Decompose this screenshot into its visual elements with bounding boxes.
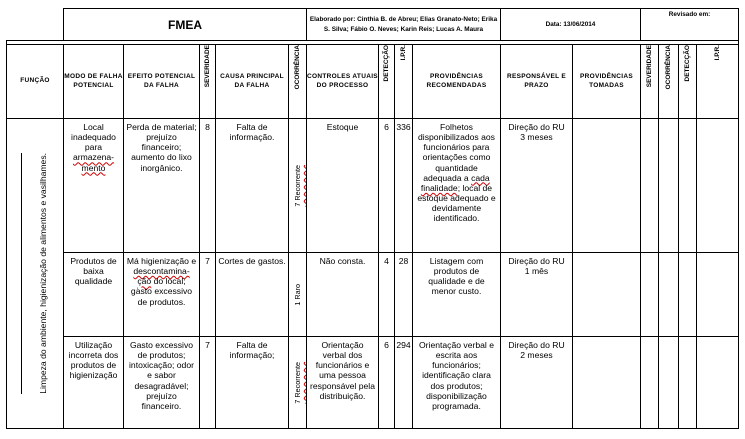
modo-cell: Produtos de baixa qualidade bbox=[64, 253, 124, 337]
document-date: Data: 13/06/2014 bbox=[501, 9, 641, 41]
title-row bbox=[7, 9, 739, 41]
header-rev-severidade: SEVERIDADE bbox=[646, 45, 653, 88]
causa-cell: Falta de informação. bbox=[216, 119, 289, 253]
ipr-cell: 28 bbox=[395, 253, 413, 337]
providencias-cell: Folhetos disponibilizados aos funcionários para orientações como quantidade adequada a cada finalidade; local de estoque adequado e devidamente identificado. bbox=[413, 119, 501, 253]
table-row bbox=[7, 253, 739, 337]
header-efeito: EFEITO POTENCIAL DA FALHA bbox=[124, 45, 200, 119]
header-causa: CAUSA PRINCIPAL DA FALHA bbox=[216, 45, 289, 119]
funcao-text: Limpeza do ambiente, higienização de alimentos e vasilhames. bbox=[37, 153, 48, 394]
efeito-cell: Gasto excessivo de produtos; intoxicação; odor e sabor desagradável; prejuízo financeiro. bbox=[124, 337, 200, 429]
modo-cell: Local inadequado para armazena- mento bbox=[64, 119, 124, 253]
prazo-cell: 1 mês bbox=[524, 266, 549, 276]
header-severidade: SEVERIDADE bbox=[204, 45, 211, 88]
controles-cell: Estoque bbox=[307, 119, 379, 253]
revisado-em: Revisado em: bbox=[641, 9, 739, 41]
header-controles: CONTROLES ATUAIS DO PROCESSO bbox=[307, 45, 379, 119]
deteccao-cell: 6 bbox=[379, 337, 395, 429]
providencias-cell: Listagem com produtos de qualidade e de menor custo. bbox=[413, 253, 501, 337]
header-ocorrencia: OCORRÊNCIA bbox=[294, 45, 301, 90]
ipr-cell: 294 bbox=[395, 337, 413, 429]
providencias-cell: Orientação verbal e escrita aos funcionários; identificação clara dos produtos; disponibilização programada. bbox=[413, 337, 501, 429]
deteccao-cell: 4 bbox=[379, 253, 395, 337]
header-ipr: I.P.R. bbox=[400, 45, 407, 61]
causa-cell: Cortes de gastos. bbox=[216, 253, 289, 337]
header-modo: MODO DE FALHA POTENCIAL bbox=[64, 45, 124, 119]
causa-cell: Falta de informação; bbox=[216, 337, 289, 429]
header-funcao: FUNÇÃO bbox=[7, 45, 64, 119]
prazo-cell: 2 meses bbox=[520, 350, 553, 360]
header-responsavel: RESPONSÁVEL E PRAZO bbox=[501, 45, 573, 119]
efeito-cell: Perda de material; prejuízo financeiro; aumento do lixo inorgânico. bbox=[124, 119, 200, 253]
fmea-table bbox=[6, 8, 739, 429]
header-rev-deteccao: DETECÇÃO bbox=[684, 45, 691, 82]
ocorrencia-cell: 7 Recorrente bbox=[293, 164, 302, 207]
page-title: FMEA bbox=[64, 9, 307, 41]
header-rev-ocorrencia: OCORRÊNCIA bbox=[665, 45, 672, 90]
prazo-cell: 3 meses bbox=[520, 132, 553, 142]
controles-cell: Não consta. bbox=[307, 253, 379, 337]
table-row bbox=[7, 119, 739, 253]
ocorrencia-cell: 1 Raro bbox=[293, 283, 302, 306]
ocorrencia-cell: 7 Recorrente bbox=[293, 361, 302, 404]
responsavel-cell: Direção do RU bbox=[508, 256, 565, 266]
responsavel-cell: Direção do RU bbox=[508, 340, 565, 350]
header-deteccao: DETECÇÃO bbox=[383, 45, 390, 82]
elaborado-por: Elaborado por: Cinthia B. de Abreu; Elias Granato-Neto; Erika S. Silva; Fábio O. Neves; Karin Reis; Lucas A. Maura bbox=[307, 9, 501, 41]
fmea-sheet bbox=[6, 8, 738, 430]
ipr-cell: 336 bbox=[395, 119, 413, 253]
deteccao-cell: 6 bbox=[379, 119, 395, 253]
severidade-cell: 7 bbox=[200, 337, 216, 429]
header-providencias: PROVIDÊNCIAS RECOMENDADAS bbox=[413, 45, 501, 119]
column-header-row bbox=[7, 45, 739, 119]
modo-cell: Utilização incorreta dos produtos de higienização bbox=[64, 337, 124, 429]
header-tomadas: PROVIDÊNCIAS TOMADAS bbox=[573, 45, 641, 119]
header-rev-ipr: I.P.R. bbox=[714, 45, 721, 61]
controles-cell: Orientação verbal dos funcionários e uma pessoa responsável pela distribuição. bbox=[307, 337, 379, 429]
table-row bbox=[7, 337, 739, 429]
responsavel-cell: Direção do RU bbox=[508, 122, 565, 132]
efeito-cell: Má higienização e descontamina- ção do local; gasto excessivo de produtos. bbox=[124, 253, 200, 337]
severidade-cell: 7 bbox=[200, 253, 216, 337]
funcao-cell bbox=[7, 119, 64, 429]
severidade-cell: 8 bbox=[200, 119, 216, 253]
